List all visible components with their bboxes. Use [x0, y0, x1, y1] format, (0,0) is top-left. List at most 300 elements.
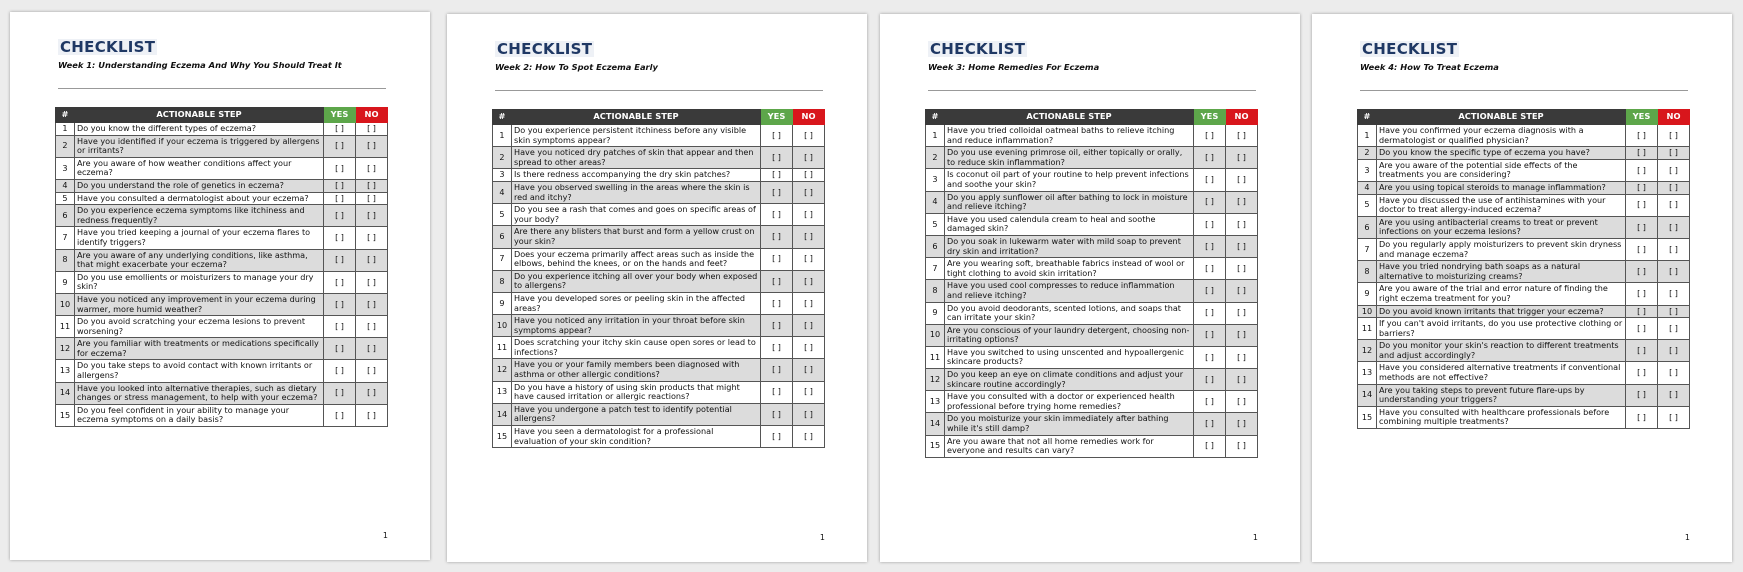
step-text: Are there any blisters that burst and form a yellow crust on your skin? — [512, 226, 761, 248]
row-number: 7 — [493, 248, 512, 270]
yes-checkbox[interactable]: [ ] — [1194, 346, 1226, 368]
row-number: 2 — [56, 135, 75, 157]
row-number: 14 — [1358, 384, 1377, 406]
yes-checkbox[interactable]: [ ] — [1626, 238, 1658, 260]
no-checkbox[interactable]: [ ] — [793, 204, 825, 226]
table-row — [1358, 406, 1690, 428]
row-number: 3 — [926, 169, 945, 191]
row-number: 11 — [56, 316, 75, 338]
row-number: 13 — [926, 391, 945, 413]
table-row — [493, 403, 825, 425]
yes-checkbox[interactable]: [ ] — [1626, 362, 1658, 384]
no-checkbox[interactable]: [ ] — [793, 147, 825, 169]
row-number: 12 — [56, 338, 75, 360]
table-row — [493, 315, 825, 337]
yes-checkbox[interactable]: [ ] — [1194, 191, 1226, 213]
row-number: 10 — [493, 315, 512, 337]
yes-checkbox[interactable]: [ ] — [1194, 125, 1226, 147]
no-checkbox[interactable]: [ ] — [1658, 181, 1690, 194]
table-row — [56, 205, 388, 227]
yes-checkbox[interactable]: [ ] — [324, 404, 356, 426]
step-text: Is coconut oil part of your routine to help prevent infections and soothe your skin? — [945, 169, 1194, 191]
table-row — [926, 235, 1258, 257]
row-number: 13 — [1358, 362, 1377, 384]
table-row — [926, 258, 1258, 280]
table-row — [56, 192, 388, 205]
yes-checkbox[interactable]: [ ] — [1194, 369, 1226, 391]
no-checkbox[interactable]: [ ] — [1226, 324, 1258, 346]
yes-checkbox[interactable]: [ ] — [761, 381, 793, 403]
no-checkbox[interactable]: [ ] — [1658, 125, 1690, 147]
step-text: Are you aware of any underlying conditions, like asthma, that might exacerbate your eczema? — [75, 249, 324, 271]
yes-checkbox[interactable]: [ ] — [1626, 216, 1658, 238]
step-text: Are you aware that not all home remedies work for everyone and results can vary? — [945, 435, 1194, 457]
no-checkbox[interactable]: [ ] — [793, 426, 825, 448]
step-text: Have you identified if your eczema is triggered by allergens or irritants? — [75, 135, 324, 157]
page-number: 1 — [382, 531, 388, 540]
yes-checkbox[interactable]: [ ] — [761, 403, 793, 425]
header-no: NO — [1226, 110, 1258, 125]
header-actionable-step: ACTIONABLE STEP — [512, 110, 761, 125]
table-row — [493, 181, 825, 203]
no-checkbox[interactable]: [ ] — [1658, 340, 1690, 362]
no-checkbox[interactable]: [ ] — [1226, 169, 1258, 191]
yes-checkbox[interactable]: [ ] — [1626, 181, 1658, 194]
step-text: Have you confirmed your eczema diagnosis with a dermatologist or qualified physician? — [1377, 125, 1626, 147]
yes-checkbox[interactable]: [ ] — [761, 147, 793, 169]
no-checkbox[interactable]: [ ] — [793, 292, 825, 314]
step-text: Is there redness accompanying the dry skin patches? — [512, 169, 761, 182]
row-number: 1 — [56, 123, 75, 136]
row-number: 4 — [493, 181, 512, 203]
table-row — [493, 359, 825, 381]
table-row — [493, 125, 825, 147]
yes-checkbox[interactable]: [ ] — [324, 227, 356, 249]
table-row — [493, 426, 825, 448]
step-text: Do you experience persistent itchiness before any visible skin symptoms appear? — [512, 125, 761, 147]
no-checkbox[interactable]: [ ] — [356, 360, 388, 382]
header-no: NO — [793, 110, 825, 125]
checklist-page-week-4 — [1312, 14, 1732, 562]
header-yes: YES — [761, 110, 793, 125]
yes-checkbox[interactable]: [ ] — [761, 125, 793, 147]
no-checkbox[interactable]: [ ] — [1226, 147, 1258, 169]
step-text: Do you have a history of using skin products that might have caused irritation or allergic reactions? — [512, 381, 761, 403]
no-checkbox[interactable]: [ ] — [793, 181, 825, 203]
table-row — [493, 381, 825, 403]
table-row — [493, 292, 825, 314]
step-text: Have you seen a dermatologist for a professional evaluation of your skin condition? — [512, 426, 761, 448]
row-number: 2 — [926, 147, 945, 169]
table-row — [56, 249, 388, 271]
yes-checkbox[interactable]: [ ] — [324, 382, 356, 404]
page-subtitle: Week 3: Home Remedies For Eczema — [928, 62, 1100, 72]
yes-checkbox[interactable]: [ ] — [1626, 305, 1658, 318]
step-text: Are you wearing soft, breathable fabrics instead of wool or tight clothing to avoid skin irritation? — [945, 258, 1194, 280]
step-text: Have you used calendula cream to heal and soothe damaged skin? — [945, 213, 1194, 235]
header-yes: YES — [324, 108, 356, 123]
page-subtitle: Week 2: How To Spot Eczema Early — [495, 62, 658, 72]
no-checkbox[interactable]: [ ] — [793, 125, 825, 147]
yes-checkbox[interactable]: [ ] — [324, 360, 356, 382]
no-checkbox[interactable]: [ ] — [356, 316, 388, 338]
table-row — [926, 169, 1258, 191]
table-row — [926, 280, 1258, 302]
table-row — [56, 316, 388, 338]
yes-checkbox[interactable]: [ ] — [1194, 213, 1226, 235]
step-text: Are you using topical steroids to manage inflammation? — [1377, 181, 1626, 194]
checklist-table — [55, 107, 388, 427]
table-row — [56, 293, 388, 315]
checklist-table — [1357, 109, 1690, 429]
no-checkbox[interactable]: [ ] — [1226, 413, 1258, 435]
no-checkbox[interactable]: [ ] — [793, 403, 825, 425]
table-row — [56, 404, 388, 426]
no-checkbox[interactable]: [ ] — [356, 293, 388, 315]
step-text: Have you switched to using unscented and hypoallergenic skincare products? — [945, 346, 1194, 368]
header-number: # — [56, 108, 75, 123]
table-row — [1358, 261, 1690, 283]
header-actionable-step: ACTIONABLE STEP — [945, 110, 1194, 125]
step-text: Have you consulted with a doctor or experienced health professional before trying home remedies? — [945, 391, 1194, 413]
no-checkbox[interactable]: [ ] — [1226, 435, 1258, 457]
yes-checkbox[interactable]: [ ] — [324, 293, 356, 315]
yes-checkbox[interactable]: [ ] — [1194, 280, 1226, 302]
header-actionable-step: ACTIONABLE STEP — [75, 108, 324, 123]
yes-checkbox[interactable]: [ ] — [1626, 194, 1658, 216]
no-checkbox[interactable]: [ ] — [356, 123, 388, 136]
yes-checkbox[interactable]: [ ] — [324, 192, 356, 205]
divider — [928, 90, 1256, 91]
table-row — [1358, 238, 1690, 260]
row-number: 6 — [493, 226, 512, 248]
row-number: 8 — [1358, 261, 1377, 283]
row-number: 5 — [926, 213, 945, 235]
no-checkbox[interactable]: [ ] — [1658, 283, 1690, 305]
step-text: Have you used cool compresses to reduce inflammation and relieve itching? — [945, 280, 1194, 302]
no-checkbox[interactable]: [ ] — [793, 381, 825, 403]
no-checkbox[interactable]: [ ] — [1658, 384, 1690, 406]
yes-checkbox[interactable]: [ ] — [761, 359, 793, 381]
no-checkbox[interactable]: [ ] — [1226, 280, 1258, 302]
no-checkbox[interactable]: [ ] — [356, 338, 388, 360]
table-header-row — [56, 108, 388, 123]
row-number: 11 — [926, 346, 945, 368]
no-checkbox[interactable]: [ ] — [1658, 362, 1690, 384]
no-checkbox[interactable]: [ ] — [793, 248, 825, 270]
step-text: Do you know the different types of eczema? — [75, 123, 324, 136]
row-number: 7 — [56, 227, 75, 249]
no-checkbox[interactable]: [ ] — [1226, 391, 1258, 413]
row-number: 15 — [1358, 406, 1377, 428]
step-text: Do you monitor your skin's reaction to different treatments and adjust accordingly? — [1377, 340, 1626, 362]
yes-checkbox[interactable]: [ ] — [1194, 391, 1226, 413]
yes-checkbox[interactable]: [ ] — [1626, 406, 1658, 428]
table-row — [493, 169, 825, 182]
table-row — [1358, 318, 1690, 340]
no-checkbox[interactable]: [ ] — [356, 192, 388, 205]
step-text: Have you consulted a dermatologist about your eczema? — [75, 192, 324, 205]
table-row — [926, 213, 1258, 235]
yes-checkbox[interactable]: [ ] — [761, 248, 793, 270]
no-checkbox[interactable]: [ ] — [356, 249, 388, 271]
no-checkbox[interactable]: [ ] — [356, 404, 388, 426]
row-number: 13 — [493, 381, 512, 403]
row-number: 14 — [926, 413, 945, 435]
yes-checkbox[interactable]: [ ] — [324, 179, 356, 192]
step-text: Do you use evening primrose oil, either topically or orally, to reduce skin inflammation? — [945, 147, 1194, 169]
no-checkbox[interactable]: [ ] — [356, 271, 388, 293]
yes-checkbox[interactable]: [ ] — [1194, 324, 1226, 346]
table-row — [1358, 194, 1690, 216]
yes-checkbox[interactable]: [ ] — [324, 135, 356, 157]
table-row — [926, 346, 1258, 368]
yes-checkbox[interactable]: [ ] — [1194, 169, 1226, 191]
no-checkbox[interactable]: [ ] — [793, 169, 825, 182]
yes-checkbox[interactable]: [ ] — [1626, 340, 1658, 362]
yes-checkbox[interactable]: [ ] — [1626, 261, 1658, 283]
step-text: Have you looked into alternative therapies, such as dietary changes or stress management, to help with your eczema? — [75, 382, 324, 404]
row-number: 10 — [56, 293, 75, 315]
step-text: Do you understand the role of genetics in eczema? — [75, 179, 324, 192]
yes-checkbox[interactable]: [ ] — [324, 205, 356, 227]
step-text: Do you take steps to avoid contact with known irritants or allergens? — [75, 360, 324, 382]
row-number: 12 — [493, 359, 512, 381]
step-text: Are you aware of how weather conditions affect your eczema? — [75, 157, 324, 179]
no-checkbox[interactable]: [ ] — [1226, 302, 1258, 324]
yes-checkbox[interactable]: [ ] — [324, 157, 356, 179]
no-checkbox[interactable]: [ ] — [1658, 216, 1690, 238]
header-number: # — [926, 110, 945, 125]
no-checkbox[interactable]: [ ] — [356, 382, 388, 404]
row-number: 7 — [926, 258, 945, 280]
step-text: Do you avoid deodorants, scented lotions, and soaps that can irritate your skin? — [945, 302, 1194, 324]
no-checkbox[interactable]: [ ] — [1658, 159, 1690, 181]
yes-checkbox[interactable]: [ ] — [761, 426, 793, 448]
row-number: 7 — [1358, 238, 1377, 260]
no-checkbox[interactable]: [ ] — [1226, 235, 1258, 257]
checklist-table — [492, 109, 825, 448]
row-number: 5 — [1358, 194, 1377, 216]
header-yes: YES — [1626, 110, 1658, 125]
yes-checkbox[interactable]: [ ] — [761, 292, 793, 314]
yes-checkbox[interactable]: [ ] — [761, 226, 793, 248]
table-row — [56, 382, 388, 404]
step-text: Have you or your family members been diagnosed with asthma or other allergic conditions? — [512, 359, 761, 381]
step-text: Have you tried colloidal oatmeal baths to relieve itching and reduce inflammation? — [945, 125, 1194, 147]
yes-checkbox[interactable]: [ ] — [1194, 235, 1226, 257]
table-row — [493, 204, 825, 226]
step-text: Have you tried keeping a journal of your eczema flares to identify triggers? — [75, 227, 324, 249]
yes-checkbox[interactable]: [ ] — [761, 169, 793, 182]
page-subtitle: Week 4: How To Treat Eczema — [1360, 62, 1499, 72]
header-yes: YES — [1194, 110, 1226, 125]
row-number: 6 — [56, 205, 75, 227]
step-text: Do you avoid scratching your eczema lesions to prevent worsening? — [75, 316, 324, 338]
no-checkbox[interactable]: [ ] — [1226, 346, 1258, 368]
row-number: 9 — [56, 271, 75, 293]
table-row — [1358, 362, 1690, 384]
table-row — [1358, 125, 1690, 147]
step-text: Have you considered alternative treatments if conventional methods are not effective? — [1377, 362, 1626, 384]
step-text: Do you keep an eye on climate conditions and adjust your skincare routine accordingly? — [945, 369, 1194, 391]
row-number: 9 — [493, 292, 512, 314]
no-checkbox[interactable]: [ ] — [1658, 318, 1690, 340]
row-number: 3 — [56, 157, 75, 179]
row-number: 2 — [493, 147, 512, 169]
yes-checkbox[interactable]: [ ] — [1194, 258, 1226, 280]
table-header-row — [926, 110, 1258, 125]
yes-checkbox[interactable]: [ ] — [761, 204, 793, 226]
table-row — [926, 413, 1258, 435]
yes-checkbox[interactable]: [ ] — [1194, 302, 1226, 324]
no-checkbox[interactable]: [ ] — [1658, 406, 1690, 428]
step-text: Does your eczema primarily affect areas such as inside the elbows, behind the knees, or on the hands and feet? — [512, 248, 761, 270]
row-number: 15 — [493, 426, 512, 448]
no-checkbox[interactable]: [ ] — [1226, 191, 1258, 213]
yes-checkbox[interactable]: [ ] — [761, 337, 793, 359]
table-row — [56, 271, 388, 293]
yes-checkbox[interactable]: [ ] — [324, 123, 356, 136]
yes-checkbox[interactable]: [ ] — [324, 249, 356, 271]
page-subtitle: Week 1: Understanding Eczema And Why You Should Treat It — [58, 60, 342, 70]
yes-checkbox[interactable]: [ ] — [1626, 384, 1658, 406]
no-checkbox[interactable]: [ ] — [1658, 147, 1690, 160]
table-row — [1358, 384, 1690, 406]
row-number: 14 — [493, 403, 512, 425]
step-text: Are you conscious of your laundry detergent, choosing non-irritating options? — [945, 324, 1194, 346]
row-number: 1 — [1358, 125, 1377, 147]
no-checkbox[interactable]: [ ] — [1226, 258, 1258, 280]
table-row — [493, 337, 825, 359]
step-text: Have you discussed the use of antihistamines with your doctor to treat allergy-induced eczema? — [1377, 194, 1626, 216]
no-checkbox[interactable]: [ ] — [356, 179, 388, 192]
checklist-page-week-1 — [10, 12, 430, 560]
step-text: Do you use emollients or moisturizers to manage your dry skin? — [75, 271, 324, 293]
table-row — [1358, 159, 1690, 181]
yes-checkbox[interactable]: [ ] — [1626, 159, 1658, 181]
table-row — [926, 147, 1258, 169]
yes-checkbox[interactable]: [ ] — [324, 316, 356, 338]
no-checkbox[interactable]: [ ] — [1226, 369, 1258, 391]
row-number: 8 — [493, 270, 512, 292]
table-row — [56, 135, 388, 157]
no-checkbox[interactable]: [ ] — [356, 135, 388, 157]
yes-checkbox[interactable]: [ ] — [1626, 318, 1658, 340]
row-number: 15 — [56, 404, 75, 426]
table-row — [926, 324, 1258, 346]
no-checkbox[interactable]: [ ] — [1658, 238, 1690, 260]
no-checkbox[interactable]: [ ] — [793, 270, 825, 292]
step-text: Do you know the specific type of eczema you have? — [1377, 147, 1626, 160]
table-row — [493, 248, 825, 270]
no-checkbox[interactable]: [ ] — [1226, 125, 1258, 147]
table-row — [926, 369, 1258, 391]
yes-checkbox[interactable]: [ ] — [1626, 147, 1658, 160]
no-checkbox[interactable]: [ ] — [793, 226, 825, 248]
header-actionable-step: ACTIONABLE STEP — [1377, 110, 1626, 125]
page-number: 1 — [1252, 533, 1258, 542]
header-number: # — [1358, 110, 1377, 125]
step-text: Have you developed sores or peeling skin in the affected areas? — [512, 292, 761, 314]
table-row — [1358, 147, 1690, 160]
table-row — [56, 338, 388, 360]
no-checkbox[interactable]: [ ] — [356, 227, 388, 249]
table-header-row — [1358, 110, 1690, 125]
row-number: 11 — [1358, 318, 1377, 340]
yes-checkbox[interactable]: [ ] — [761, 315, 793, 337]
row-number: 8 — [926, 280, 945, 302]
no-checkbox[interactable]: [ ] — [356, 157, 388, 179]
step-text: Have you undergone a patch test to identify potential allergens? — [512, 403, 761, 425]
yes-checkbox[interactable]: [ ] — [1626, 283, 1658, 305]
yes-checkbox[interactable]: [ ] — [761, 270, 793, 292]
divider — [495, 90, 823, 91]
step-text: Are you familiar with treatments or medications specifically for eczema? — [75, 338, 324, 360]
no-checkbox[interactable]: [ ] — [793, 315, 825, 337]
table-row — [493, 270, 825, 292]
row-number: 6 — [926, 235, 945, 257]
checklist-page-week-2 — [447, 14, 867, 562]
table-row — [926, 125, 1258, 147]
row-number: 13 — [56, 360, 75, 382]
checklist-table — [925, 109, 1258, 458]
step-text: Do you experience itching all over your body when exposed to allergens? — [512, 270, 761, 292]
yes-checkbox[interactable]: [ ] — [1194, 435, 1226, 457]
row-number: 4 — [926, 191, 945, 213]
no-checkbox[interactable]: [ ] — [793, 359, 825, 381]
table-row — [56, 157, 388, 179]
no-checkbox[interactable]: [ ] — [793, 337, 825, 359]
table-row — [56, 179, 388, 192]
table-row — [56, 360, 388, 382]
header-number: # — [493, 110, 512, 125]
yes-checkbox[interactable]: [ ] — [324, 338, 356, 360]
yes-checkbox[interactable]: [ ] — [1626, 125, 1658, 147]
header-no: NO — [356, 108, 388, 123]
table-row — [926, 435, 1258, 457]
step-text: Have you tried nondrying bath soaps as a natural alternative to moisturizing creams? — [1377, 261, 1626, 283]
yes-checkbox[interactable]: [ ] — [761, 181, 793, 203]
row-number: 4 — [1358, 181, 1377, 194]
row-number: 9 — [926, 302, 945, 324]
no-checkbox[interactable]: [ ] — [1658, 261, 1690, 283]
divider — [1360, 90, 1688, 91]
yes-checkbox[interactable]: [ ] — [1194, 147, 1226, 169]
page-number: 1 — [1684, 533, 1690, 542]
step-text: Have you noticed any improvement in your eczema during warmer, more humid weather? — [75, 293, 324, 315]
no-checkbox[interactable]: [ ] — [1658, 305, 1690, 318]
table-header-row — [493, 110, 825, 125]
row-number: 10 — [1358, 305, 1377, 318]
page-title: CHECKLIST — [1362, 40, 1458, 58]
no-checkbox[interactable]: [ ] — [356, 205, 388, 227]
step-text: Have you observed swelling in the areas where the skin is red and itchy? — [512, 181, 761, 203]
no-checkbox[interactable]: [ ] — [1226, 213, 1258, 235]
row-number: 2 — [1358, 147, 1377, 160]
row-number: 14 — [56, 382, 75, 404]
step-text: Do you soak in lukewarm water with mild soap to prevent dry skin and irritation? — [945, 235, 1194, 257]
row-number: 1 — [926, 125, 945, 147]
no-checkbox[interactable]: [ ] — [1658, 194, 1690, 216]
table-row — [1358, 181, 1690, 194]
yes-checkbox[interactable]: [ ] — [1194, 413, 1226, 435]
table-row — [926, 391, 1258, 413]
yes-checkbox[interactable]: [ ] — [324, 271, 356, 293]
step-text: Do you apply sunflower oil after bathing to lock in moisture and relieve itching? — [945, 191, 1194, 213]
page-title: CHECKLIST — [930, 40, 1026, 58]
table-row — [1358, 340, 1690, 362]
